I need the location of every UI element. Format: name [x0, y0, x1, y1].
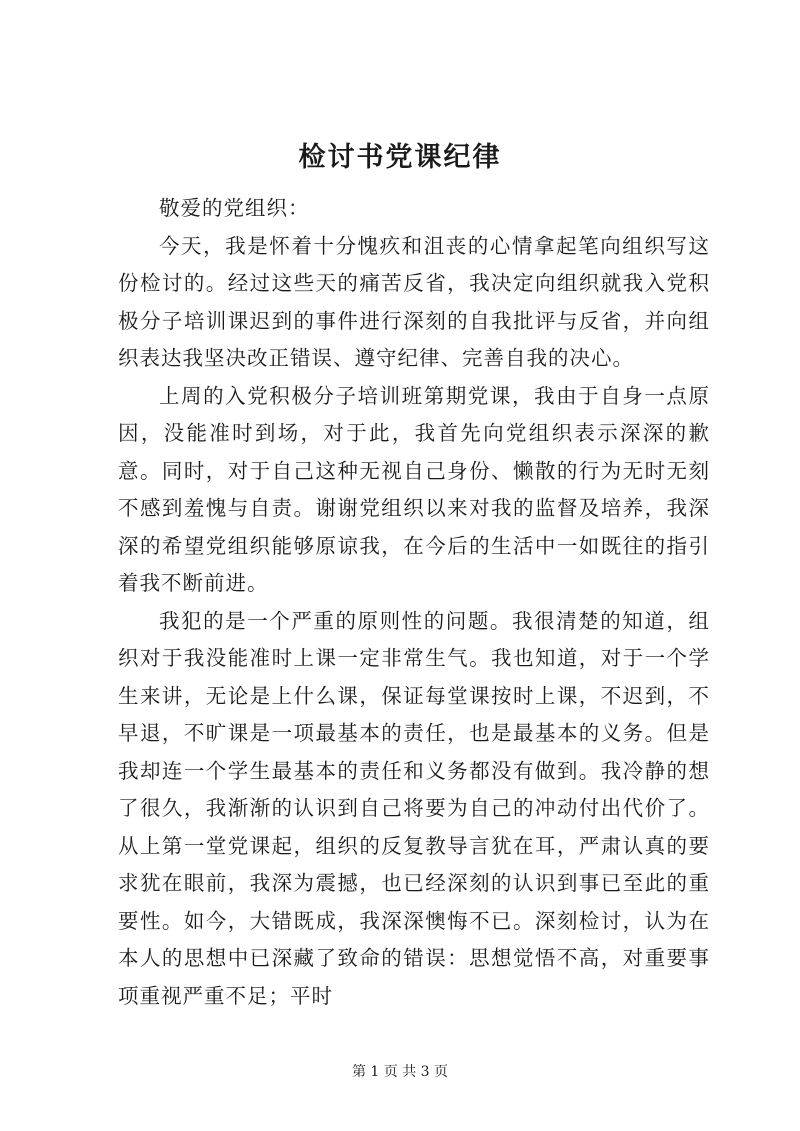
page-footer: 第 1 页 共 3 页: [351, 1064, 449, 1080]
paragraph-3: 我犯的是一个严重的原则性的问题。我很清楚的知道，组织对于我没能准时上课一定非常生气。我也知道，对于一个学生来讲，无论是上什么课，保证每堂课按时上课，不迟到，不早退，不旷课是一项最基本的责任，也是最基本的义务。但是我却连一个学生最基本的责任和义务都没有做到。我冷静的想了很久，我渐渐的认识到自己将要为自己的冲动付出代价了。从上第一堂党课起，组织的反复教导言犹在耳，严肃认真的要求犹在眼前，我深为震撼，也已经深刻的认识到事已至此的重要性。如今，大错既成，我深深懊悔不已。深刻检讨，认为在本人的思想中已深藏了致命的错误：思想觉悟不高，对重要事项重视严重不足；平时: [118, 608, 710, 1008]
document-title: 检讨书党课纪律: [298, 142, 502, 173]
paragraph-2: 上周的入党积极分子培训班第期党课，我由于自身一点原因，没能准时到场，对于此，我首先向党组织表示深深的歉意。同时，对于自己这种无视自己身份、懒散的行为无时无刻不感到羞愧与自责。谢谢党组织以来对我的监督及培养，我深深的希望党组织能够原谅我，在今后的生活中一如既往的指引着我不断前进。: [118, 383, 710, 595]
salutation: 敬爱的党组织：: [159, 196, 310, 220]
paragraph-1: 今天，我是怀着十分愧疚和沮丧的心情拿起笔向组织写这份检讨的。经过这些天的痛苦反省，我决定向组织就我入党积极分子培训课迟到的事件进行深刻的自我批评与反省，并向组织表达我坚决改正错误、遵守纪律、完善自我的决心。: [118, 233, 710, 370]
document-body: [118, 190, 710, 1015]
